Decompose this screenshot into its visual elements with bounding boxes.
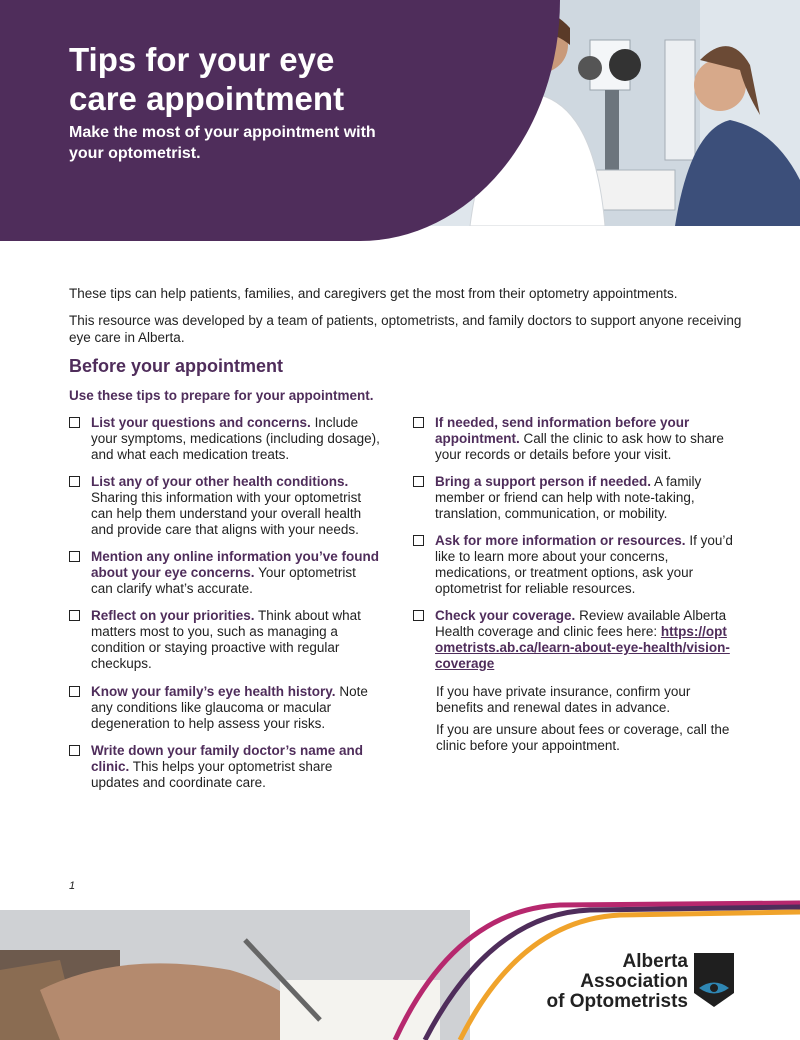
tip-support-person (413, 474, 725, 522)
coverage-link[interactable]: https://optometrists.ab.ca/learn-about-eye-health/vision-coverage (435, 624, 730, 671)
tip-title: Ask for more information or resources. (435, 533, 686, 548)
tip-family-history (69, 684, 381, 732)
tip-coverage (413, 608, 735, 672)
tip-checkbox[interactable] (69, 551, 80, 562)
tip-online-information (69, 549, 381, 597)
tip-checkbox[interactable] (69, 610, 80, 621)
page-title: Tips for your eye care appointment (69, 41, 345, 117)
tip-checkbox[interactable] (69, 417, 80, 428)
logo-wordmark (547, 952, 688, 1012)
tip-checkbox[interactable] (69, 686, 80, 697)
tip-title: List your questions and concerns. (91, 415, 311, 430)
tip-text: This helps your optometrist share updates and coordinate care. (91, 759, 333, 790)
logo-line-1: Alberta (622, 951, 688, 972)
tip-title: List any of your other health conditions. (91, 474, 349, 489)
tip-title: Know your family’s eye health history. (91, 684, 336, 699)
tip-text: Sharing this information with your optometrist can help them understand your overall health and provide care that aligns with your needs. (91, 490, 362, 537)
tip-text: Call the clinic to ask how to share your records or details before your visit. (435, 431, 724, 462)
tip-title: Write down your family doctor’s name and clinic. (91, 743, 364, 774)
section-heading: Before your appointment (69, 356, 284, 376)
intro-paragraph-1: These tips can help patients, families, and caregivers get the most from their optometry appointments. (69, 286, 678, 301)
logo-line-2: Association (580, 971, 688, 992)
tip-title: If needed, send information before your appointment. (435, 415, 690, 446)
tip-questions (69, 415, 381, 463)
page-number: 1 (69, 880, 76, 892)
tip-text: Think about what matters most to you, such as managing a condition or staying proactive with regular checkups. (91, 608, 361, 671)
tip-send-information (413, 415, 725, 463)
intro-paragraph-2: This resource was developed by a team of patients, optometrists, and family doctors to support anyone receiving eye care in Alberta. (69, 313, 742, 345)
tip-health-conditions (69, 474, 381, 538)
tip-checkbox[interactable] (413, 417, 424, 428)
logo-line-3: of Optometrists (546, 991, 688, 1012)
tip-checkbox[interactable] (69, 476, 80, 487)
tip-title: Check your coverage. (435, 608, 576, 623)
tip-text: Include your symptoms, medications (including dosage), and what each medication treats. (91, 415, 380, 462)
tip-checkbox[interactable] (413, 610, 424, 621)
tip-priorities (69, 608, 381, 672)
tip-text: Note any conditions like glaucoma or macular degeneration to help assess your risks. (91, 684, 368, 731)
tip-checkbox[interactable] (413, 535, 424, 546)
tip-checkbox[interactable] (69, 745, 80, 756)
page-subtitle: Make the most of your appointment with your optometrist. (69, 124, 376, 162)
tip-title: Bring a support person if needed. (435, 474, 652, 489)
tip-more-resources (413, 533, 735, 597)
tip-text: Review available Alberta Health coverage and clinic fees here: (435, 608, 727, 639)
tip-title: Reflect on your priorities. (91, 608, 255, 623)
tip-family-doctor (69, 743, 381, 791)
tip-text: A family member or friend can help with note-taking, translation, communication, or mobility. (435, 474, 702, 521)
tip-text: If you’d like to learn more about your concerns, medications, or treatment options, ask your optometrist for reliable resources. (435, 533, 733, 596)
eye-shield-icon (694, 953, 734, 1007)
tip-title: Mention any online information you’ve found about your eye concerns. (91, 549, 379, 580)
tip-checkbox[interactable] (413, 476, 424, 487)
insurance-note: If you have private insurance, confirm your benefits and renewal dates in advance. (436, 684, 691, 715)
fees-note: If you are unsure about fees or coverage, call the clinic before your appointment. (436, 722, 730, 753)
header-banner (0, 0, 800, 241)
tip-text: Your optometrist can clarify what’s accurate. (91, 565, 356, 596)
section-subheading: Use these tips to prepare for your appointment. (69, 388, 374, 403)
